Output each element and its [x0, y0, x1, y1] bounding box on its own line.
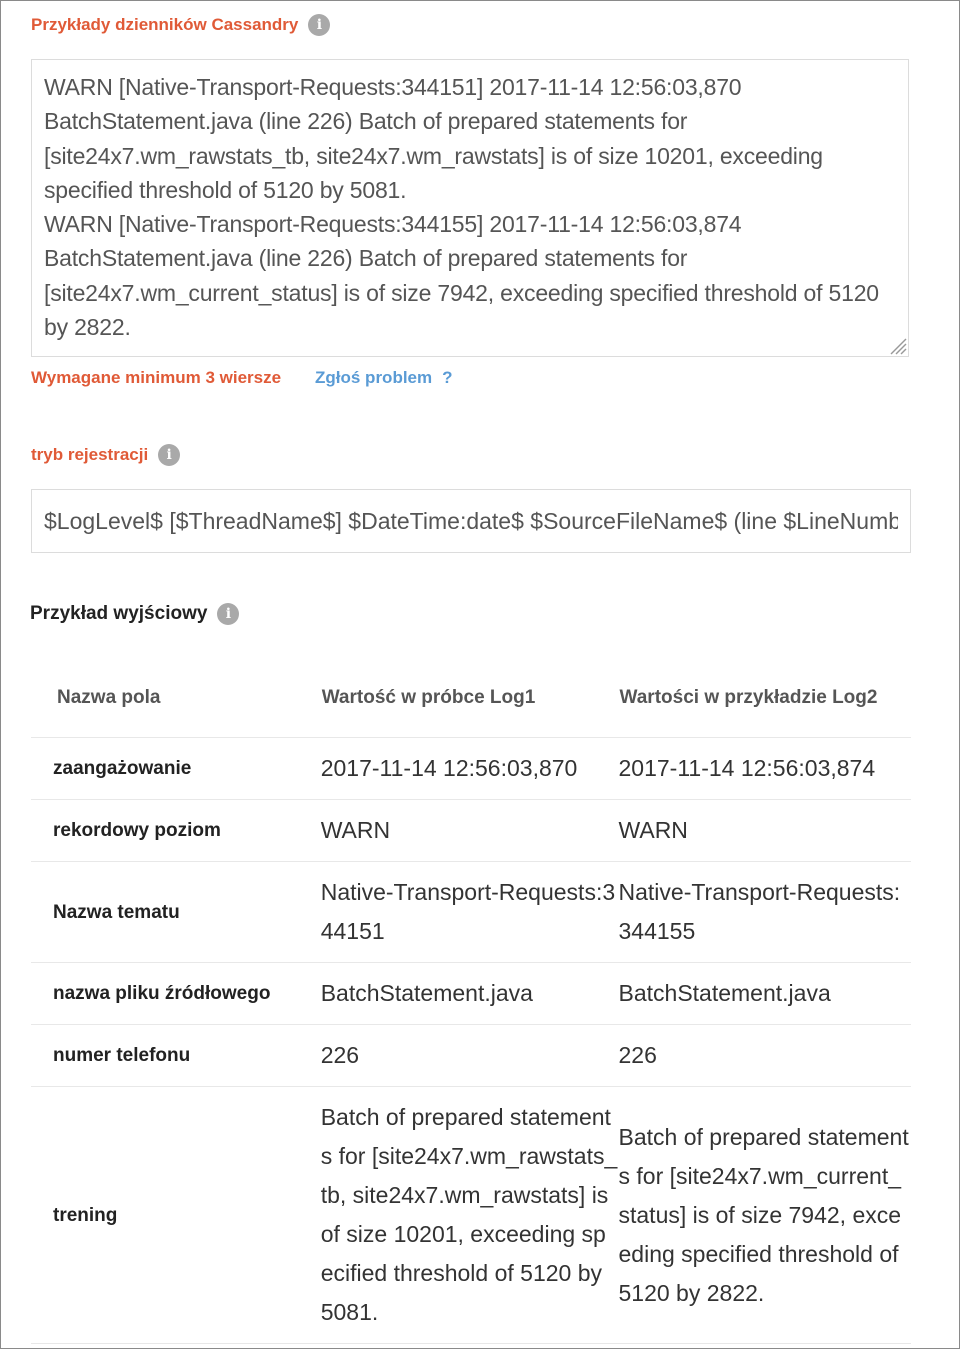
table-row [31, 963, 911, 1025]
log2-value: BatchStatement.java [619, 963, 912, 1025]
table-row [31, 862, 911, 963]
table-row [31, 1087, 911, 1344]
field-name: nazwa pliku źródłowego [31, 963, 321, 1025]
log-line: WARN [Native-Transport-Requests:344155] 2017-11-14 12:56:03,874 BatchStatement.java (line 226) Batch of prepared statements for [site24x7.wm_current_status] is of size 7942, exceeding specified threshold of 5120 by 2822. [44, 211, 879, 341]
log2-value: 226 [619, 1025, 912, 1087]
info-icon[interactable]: i [308, 14, 330, 36]
field-name: Nazwa tematu [31, 862, 321, 963]
column-header: Nazwa pola [31, 659, 321, 738]
log-mode-label: tryb rejestracji i [31, 444, 180, 466]
log2-value: WARN [619, 800, 912, 862]
field-name: numer telefonu [31, 1025, 321, 1087]
log1-value: BatchStatement.java [321, 963, 619, 1025]
log2-value: Native-Transport-Requests:344155 [619, 862, 912, 963]
log1-value: Native-Transport-Requests:344151 [321, 862, 619, 963]
sample-logs-label: Przykłady dzienników Cassandry i [31, 14, 330, 36]
column-header: Wartość w próbce Log1 [321, 659, 619, 738]
log2-value: 2017-11-14 12:56:03,874 [619, 738, 912, 800]
log-line: WARN [Native-Transport-Requests:344151] 2017-11-14 12:56:03,870 BatchStatement.java (line 226) Batch of prepared statements for [site24x7.wm_rawstats_tb, site24x7.wm_rawstats] is of size 10201, exceeding specified threshold of 5120 by 5081. [44, 74, 823, 203]
field-name: rekordowy poziom [31, 800, 321, 862]
resize-handle-icon[interactable] [887, 335, 907, 355]
log1-value: 2017-11-14 12:56:03,870 [321, 738, 619, 800]
log1-value: Batch of prepared statements for [site24x7.wm_rawstats_tb, site24x7.wm_rawstats] is of size 10201, exceeding specified threshold of 5120 by 5081. [321, 1087, 619, 1344]
output-example-label: Przykład wyjściowy i [30, 603, 239, 625]
report-problem-link[interactable]: Zgłoś problem ? [315, 368, 453, 387]
log1-value: WARN [321, 800, 619, 862]
log-pattern-input[interactable] [31, 489, 911, 553]
info-icon[interactable]: i [217, 603, 239, 625]
table-header-row [31, 659, 911, 738]
help-icon[interactable]: ? [442, 368, 453, 387]
column-header: Wartości w przykładzie Log2 [619, 659, 912, 738]
table-row [31, 800, 911, 862]
log2-value: Batch of prepared statements for [site24x7.wm_current_status] is of size 7942, exceeding specified threshold of 5120 by 2822. [619, 1087, 912, 1344]
field-name: zaangażowanie [31, 738, 321, 800]
log1-value: 226 [321, 1025, 619, 1087]
min-lines-note: Wymagane minimum 3 wiersze [31, 368, 282, 387]
sample-logs-textarea[interactable] [31, 59, 909, 357]
table-row [31, 738, 911, 800]
table-row [31, 1025, 911, 1087]
info-icon[interactable]: i [158, 444, 180, 466]
field-name: trening [31, 1087, 321, 1344]
output-table [31, 659, 911, 1344]
